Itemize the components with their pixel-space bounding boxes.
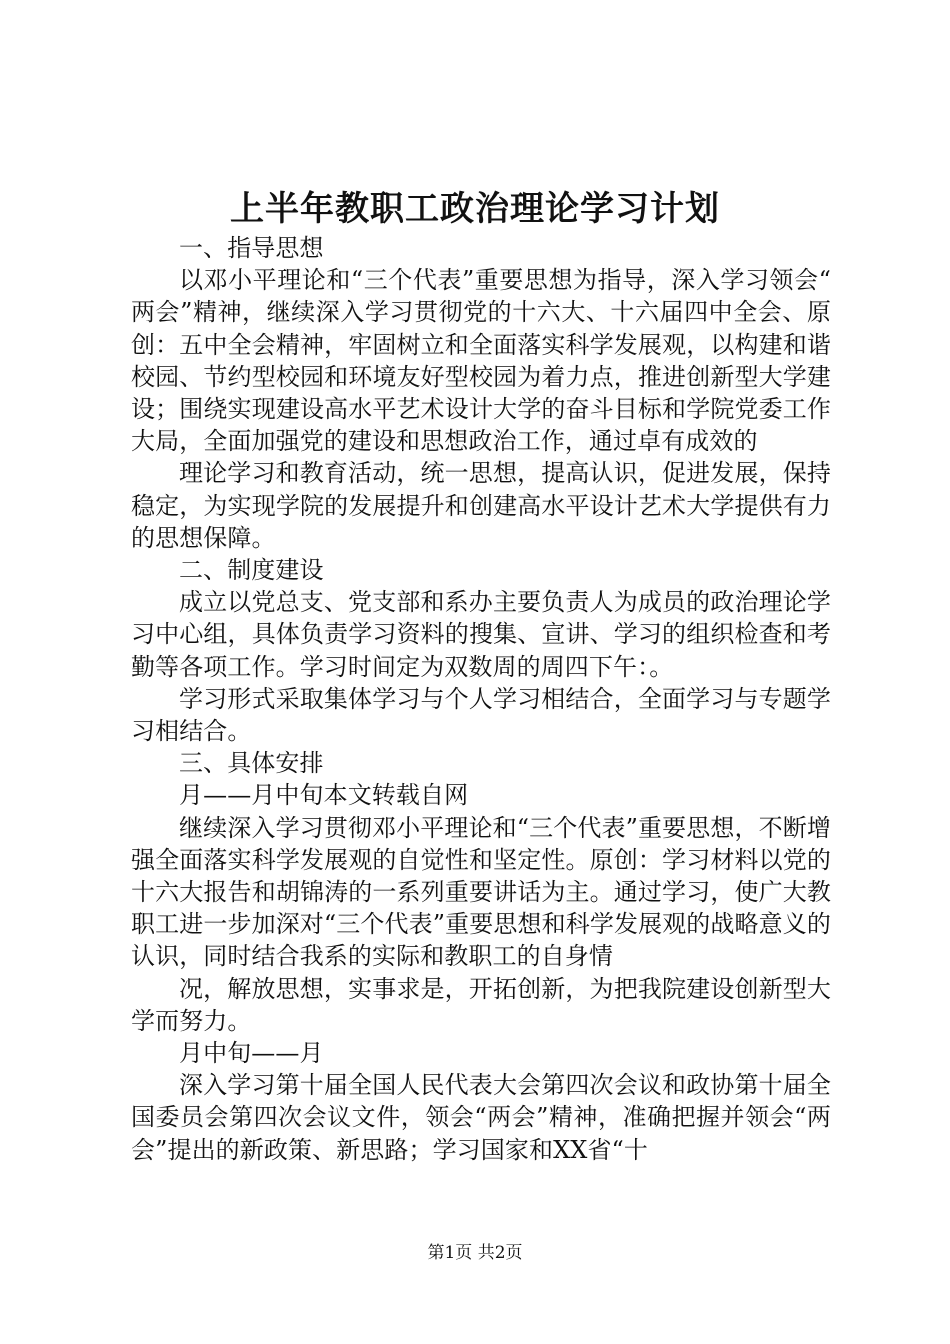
schedule-period-2: 月中旬——月 [179,1039,324,1068]
paragraph-period-1-continued: 况，解放思想，实事求是，开拓创新，为把我院建设创新型大学而努力。 [131,974,831,1035]
schedule-period-1: 月——月中旬本文转载自网 [179,781,469,810]
paragraph-guiding-ideology: 以邓小平理论和“三个代表”重要思想为指导，深入学习领会“两会”精神，继续深入学习贯彻党的十六大、十六届四中全会、原创：五中全会精神，牢固树立和全面落实科学发展观，以构建和谐校园、节约型校园和环境友好型校园为着力点，推进创新型大学建设；围绕实现建设高水平艺术设计大学的奋斗目标和学院党委工作大局，全面加强党的建设和思想政治工作，通过卓有成效的 [131,266,831,456]
paragraph-study-group: 成立以党总支、党支部和系办主要负责人为成员的政治理论学习中心组，具体负责学习资料的搜集、宣讲、学习的组织检查和考勤等各项工作。学习时间定为双数周的周四下午：。 [131,588,831,681]
document-body [131,232,831,1166]
section-heading-system-building: 二、制度建设 [179,556,324,585]
section-heading-guiding-ideology: 一、指导思想 [179,234,324,262]
paragraph-period-1-content: 继续深入学习贯彻邓小平理论和“三个代表”重要思想，不断增强全面落实科学发展观的自觉性和坚定性。原创：学习材料以党的十六大报告和胡锦涛的一系列重要讲话为主。通过学习，使广大教职工进一步加深对“三个代表”重要思想和科学发展观的战略意义的认识，同时结合我系的实际和教职工的自身情 [131,813,831,971]
paragraph-study-form: 学习形式采取集体学习与个人学习相结合，全面学习与专题学习相结合。 [131,684,831,746]
page-title: 上半年教职工政治理论学习计划 [230,189,720,229]
paragraph-period-2-content: 深入学习第十届全国人民代表大会第四次会议和政协第十届全国委员会第四次会议文件，领会“两会”精神，准确把握并领会“两会”提出的新政策、新思路；学习国家和XX省“十 [131,1071,831,1164]
paragraph-guiding-ideology-continued: 理论学习和教育活动，统一思想，提高认识，促进发展，保持稳定，为实现学院的发展提升和创建高水平设计艺术大学提供有力的思想保障。 [131,459,831,552]
page-footer [0,1241,950,1265]
section-heading-arrangement: 三、具体安排 [179,749,324,778]
page-indicator: 第1页 共2页 [427,1243,523,1263]
